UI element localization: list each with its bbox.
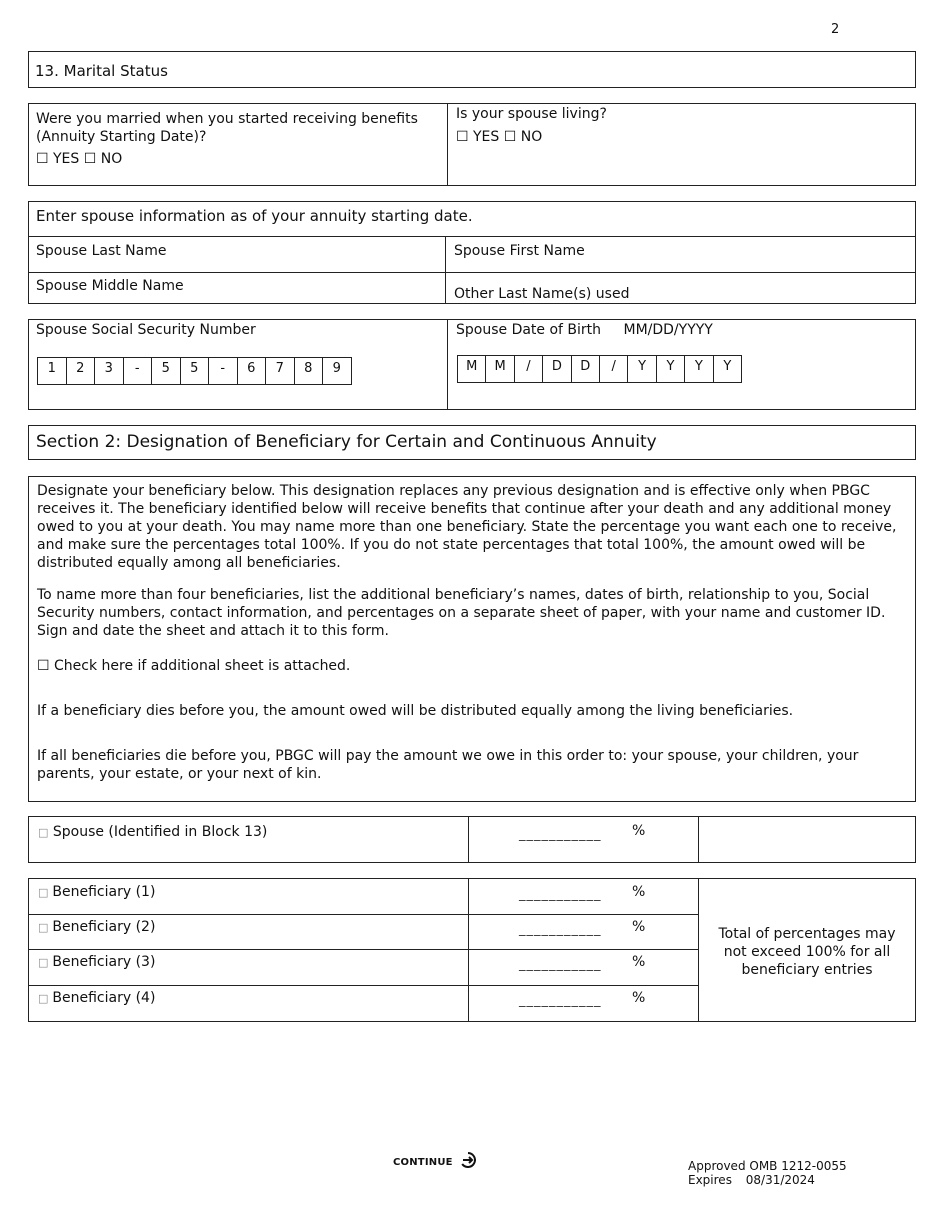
spouse-beneficiary-text: Spouse (Identified in Block 13) xyxy=(52,824,268,840)
beneficiary-checkbox-icon[interactable]: □ xyxy=(38,886,49,899)
beneficiary-percent-sign: % xyxy=(632,884,646,900)
ssn-digit-cell[interactable]: 5 xyxy=(181,358,210,384)
page-number: 2 xyxy=(831,22,840,37)
marital-status-heading-box xyxy=(28,51,916,88)
continue-label: CONTINUE xyxy=(393,1156,453,1168)
beneficiary-percent-sign: % xyxy=(632,919,646,935)
ssn-digit-cell[interactable]: - xyxy=(124,358,153,384)
beneficiary-percent-input[interactable]: ___________ xyxy=(519,922,602,937)
additional-sheet-checkbox[interactable]: ☐ Check here if additional sheet is attached. xyxy=(37,658,351,674)
beneficiary-percent-sign: % xyxy=(632,990,646,1006)
spouse-dob-input[interactable] xyxy=(457,355,742,383)
ssn-digit-cell[interactable]: - xyxy=(209,358,238,384)
dob-digit-cell[interactable]: D xyxy=(543,356,571,382)
spouse-first-name-field[interactable]: Spouse First Name xyxy=(454,243,585,259)
expires-label: Expires xyxy=(688,1173,732,1187)
other-last-names-field[interactable]: Other Last Name(s) used xyxy=(454,286,630,302)
married-options[interactable]: ☐ YES ☐ NO xyxy=(36,151,123,167)
ssn-dob-box xyxy=(28,319,916,410)
dob-digit-cell[interactable]: Y xyxy=(685,356,713,382)
spouse-dob-label xyxy=(456,321,713,339)
ssn-digit-cell[interactable]: 8 xyxy=(295,358,324,384)
beneficiary-percent-sign: % xyxy=(632,954,646,970)
ssn-digit-cell[interactable]: 7 xyxy=(266,358,295,384)
beneficiary-row-label[interactable] xyxy=(38,918,155,937)
spouse-beneficiary-row xyxy=(28,816,916,863)
spouse-dob-format: MM/DD/YYYY xyxy=(623,322,713,338)
spouse-info-box xyxy=(28,201,916,304)
married-question: Were you married when you started receiving benefits (Annuity Starting Date)? xyxy=(36,111,418,145)
ssn-digit-cell[interactable]: 9 xyxy=(323,358,352,384)
section2-heading-box xyxy=(28,425,916,460)
spouse-last-name-field[interactable]: Spouse Last Name xyxy=(36,243,167,259)
expires-date: 08/31/2024 xyxy=(745,1173,815,1187)
beneficiary-percent-input[interactable]: ___________ xyxy=(519,993,602,1008)
section2-instructions-box xyxy=(28,476,916,802)
section2-heading: Section 2: Designation of Beneficiary for Certain and Continuous Annuity xyxy=(36,432,657,452)
spouse-info-heading: Enter spouse information as of your annuity starting date. xyxy=(36,207,473,225)
dob-digit-cell[interactable]: D xyxy=(572,356,600,382)
beneficiary-row-label[interactable] xyxy=(38,989,155,1008)
dob-digit-cell[interactable]: / xyxy=(515,356,543,382)
beneficiary-label-text: Beneficiary (4) xyxy=(52,990,156,1006)
beneficiaries-table xyxy=(28,878,916,1022)
ssn-digit-cell[interactable]: 6 xyxy=(238,358,267,384)
ssn-digit-cell[interactable]: 2 xyxy=(67,358,96,384)
omb-approval: Approved OMB 1212-0055 xyxy=(688,1159,847,1173)
spouse-percent-input[interactable]: ___________ xyxy=(519,827,602,842)
spouse-percent-sign: % xyxy=(632,823,646,839)
beneficiary-percent-input[interactable]: ___________ xyxy=(519,887,602,902)
total-percent-note: Total of percentages may not exceed 100% for all beneficiary entries xyxy=(718,926,896,978)
beneficiary-label-text: Beneficiary (2) xyxy=(52,919,156,935)
spouse-living-question: Is your spouse living? xyxy=(456,106,607,122)
dob-digit-cell[interactable]: Y xyxy=(714,356,742,382)
marital-status-heading: 13. Marital Status xyxy=(35,62,168,80)
instructions-para-3: If a beneficiary dies before you, the amount owed will be distributed equally among the living beneficiaries. xyxy=(37,703,794,719)
beneficiary-row-label[interactable] xyxy=(38,953,155,972)
beneficiary-label-text: Beneficiary (3) xyxy=(52,954,156,970)
dob-digit-cell[interactable]: M xyxy=(458,356,486,382)
spouse-ssn-input[interactable] xyxy=(37,357,352,385)
dob-digit-cell[interactable]: M xyxy=(486,356,514,382)
spouse-dob-label-text: Spouse Date of Birth xyxy=(456,322,602,338)
dob-digit-cell[interactable]: / xyxy=(600,356,628,382)
ssn-digit-cell[interactable]: 3 xyxy=(95,358,124,384)
beneficiary-checkbox-icon[interactable]: □ xyxy=(38,956,49,969)
beneficiary-label-text: Beneficiary (1) xyxy=(52,884,156,900)
instructions-para-2: To name more than four beneficiaries, list the additional beneficiary’s names, dates of birth, relationship to you, Social Security numbers, contact information, and percentages on a separate sheet of paper, with your name and customer ID. Sign and date the sheet and attach it to this form. xyxy=(37,587,886,639)
ssn-digit-cell[interactable]: 1 xyxy=(38,358,67,384)
spouse-middle-name-field[interactable]: Spouse Middle Name xyxy=(36,278,184,294)
beneficiary-checkbox-icon[interactable]: □ xyxy=(38,921,49,934)
beneficiary-percent-input[interactable]: ___________ xyxy=(519,957,602,972)
spouse-ssn-label: Spouse Social Security Number xyxy=(36,322,256,338)
instructions-para-4: If all beneficiaries die before you, PBGC will pay the amount we owe in this order to: your spouse, your children, your parents, your estate, or your next of kin. xyxy=(37,748,859,782)
beneficiary-row-label[interactable] xyxy=(38,883,155,902)
arrow-circle-icon xyxy=(460,1152,476,1172)
instructions-para-1: Designate your beneficiary below. This designation replaces any previous designation and is effective only when PBGC receives it. The beneficiary identified below will receive benefits that continue after your death and any additional money owed to you at your death. You may name more than one beneficiary. State the percentage you want each one to receive, and make sure the percentages total 100%. If you do not state percentages that total 100%, the amount owed will be distributed equally among all beneficiaries. xyxy=(37,483,897,571)
spouse-living-options[interactable]: ☐ YES ☐ NO xyxy=(456,129,543,145)
spouse-checkbox-icon[interactable]: □ xyxy=(38,826,49,839)
continue-indicator xyxy=(393,1152,476,1172)
omb-expiration xyxy=(688,1173,815,1187)
beneficiary-checkbox-icon[interactable]: □ xyxy=(38,992,49,1005)
dob-digit-cell[interactable]: Y xyxy=(657,356,685,382)
dob-digit-cell[interactable]: Y xyxy=(628,356,656,382)
ssn-digit-cell[interactable]: 5 xyxy=(152,358,181,384)
spouse-beneficiary-label[interactable] xyxy=(38,823,267,842)
marital-questions-box xyxy=(28,103,916,186)
